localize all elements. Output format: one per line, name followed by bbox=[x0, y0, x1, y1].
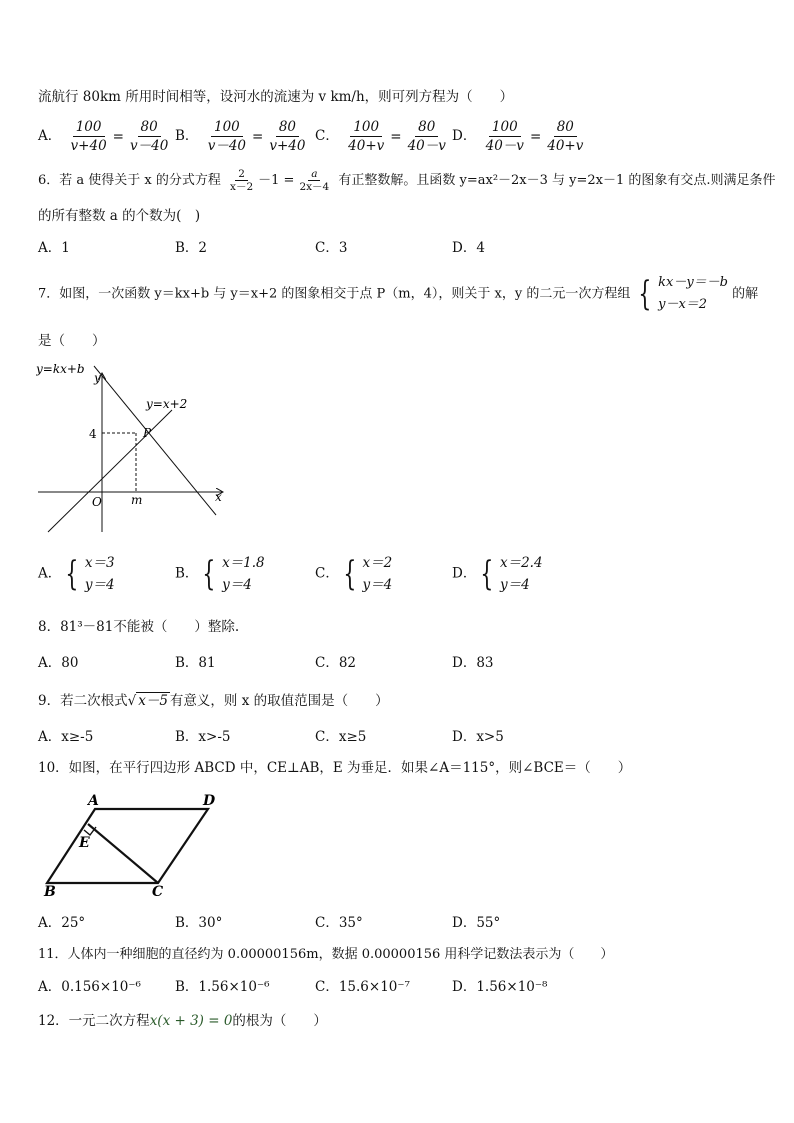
q10-option-d[interactable]: D．55° bbox=[452, 915, 501, 931]
q9-option-b[interactable]: B．x>-5 bbox=[175, 729, 231, 745]
q10-stem: 10．如图，在平行四边形 ABCD 中，CE⊥AB，E 为垂足．如果∠A＝115°，则∠BCE＝（ ） bbox=[38, 760, 632, 776]
q6-option-d[interactable]: D．4 bbox=[452, 240, 485, 256]
vertex-d: D bbox=[203, 793, 216, 809]
q11-stem: 11．人体内一种细胞的直径约为 0.00000156m，数据 0.00000156 用科学记数法表示为（ ） bbox=[38, 947, 614, 962]
q6-option-b[interactable]: B．2 bbox=[175, 240, 208, 256]
vertex-c: C bbox=[152, 884, 164, 900]
q5-option-b[interactable]: B． $\frac{100}{v-40}$ = $\frac{80}{v+40}$ bbox=[175, 119, 306, 154]
q5-option-d[interactable]: D． $\frac{100}{40-v}$ = $\frac{80}{40+v}$ bbox=[452, 119, 584, 154]
q10-option-b[interactable]: B．30° bbox=[175, 915, 223, 931]
q5-option-a[interactable]: A． $\frac{100}{v+40}$ = $\frac{80}{v-40}$ bbox=[38, 119, 169, 154]
q7-option-c[interactable]: C． { x＝2 y＝4 bbox=[315, 554, 393, 594]
q7-option-d[interactable]: D． { x＝2.4 y＝4 bbox=[452, 554, 543, 594]
label-x: x bbox=[215, 490, 222, 504]
line-kx-b bbox=[94, 366, 216, 515]
label-y: y bbox=[94, 371, 101, 385]
q6-stem: 6．若 a 使得关于 x 的分式方程 $\frac{2}{x-2}$ －1 = $\frac{a}{2x-4}$ 有正整数解。且函数 y=ax²－2x－3 与 y=2x－1 的图象有交点.则满足条件 bbox=[38, 168, 776, 193]
q8-option-a[interactable]: A．80 bbox=[38, 655, 79, 671]
q8-option-c[interactable]: C．82 bbox=[315, 655, 357, 671]
q7-option-b[interactable]: B． { x＝1.8 y＝4 bbox=[175, 554, 265, 594]
vertex-e: E bbox=[79, 835, 90, 851]
q7-stem-line2: 是（ ） bbox=[38, 333, 106, 349]
line-x-plus-2 bbox=[48, 410, 172, 532]
label-origin: O bbox=[92, 495, 102, 509]
q11-option-d[interactable]: D．1.56×10⁻⁸ bbox=[452, 979, 548, 995]
q7-stem: 7．如图，一次函数 y＝kx+b 与 y＝x+2 的图象相交于点 P（m，4），则关于 x，y 的二元一次方程组 { kx－y＝－b y－x＝2 的解 bbox=[38, 274, 759, 314]
q6-option-a[interactable]: A．1 bbox=[38, 240, 70, 256]
q6-option-c[interactable]: C．3 bbox=[315, 240, 348, 256]
vertex-b: B bbox=[44, 884, 56, 900]
segment-ce bbox=[88, 824, 158, 883]
q8-stem: 8．81³－81不能被（ ）整除. bbox=[38, 619, 240, 635]
q5-stem: 流航行 80km 所用时间相等，设河水的流速为 v km/h，则可列方程为（ ） bbox=[38, 89, 514, 105]
q9-option-d[interactable]: D．x>5 bbox=[452, 729, 504, 745]
label-p: P bbox=[143, 426, 152, 440]
q11-option-b[interactable]: B．1.56×10⁻⁶ bbox=[175, 979, 270, 995]
q9-stem: 9．若二次根式√ x－5 有意义，则 x 的取值范围是（ ） bbox=[38, 693, 389, 709]
q8-option-b[interactable]: B．81 bbox=[175, 655, 216, 671]
q11-option-a[interactable]: A．0.156×10⁻⁶ bbox=[38, 979, 141, 995]
q10-figure bbox=[38, 790, 228, 900]
vertex-a: A bbox=[88, 793, 99, 809]
q5-option-c[interactable]: C． $\frac{100}{40+v}$ = $\frac{80}{40-v}$ bbox=[315, 119, 446, 154]
label-line2: y=x+2 bbox=[146, 397, 188, 411]
label-line1: y=kx+b bbox=[36, 362, 85, 376]
q10-option-c[interactable]: C．35° bbox=[315, 915, 363, 931]
q7-option-a[interactable]: A． { x＝3 y＝4 bbox=[38, 554, 115, 594]
q9-option-a[interactable]: A．x≥-5 bbox=[38, 729, 94, 745]
q8-option-d[interactable]: D．83 bbox=[452, 655, 494, 671]
q7-figure bbox=[36, 360, 236, 536]
q10-option-a[interactable]: A．25° bbox=[38, 915, 86, 931]
parallelogram bbox=[47, 809, 208, 883]
q9-option-c[interactable]: C．x≥5 bbox=[315, 729, 367, 745]
label-4: 4 bbox=[89, 427, 97, 441]
q11-option-c[interactable]: C．15.6×10⁻⁷ bbox=[315, 979, 410, 995]
q6-stem-line2: 的所有整数 a 的个数为( ) bbox=[38, 208, 201, 224]
q12-stem: 12．一元二次方程x(x + 3) = 0的根为（ ） bbox=[38, 1013, 327, 1029]
label-m: m bbox=[131, 493, 143, 507]
